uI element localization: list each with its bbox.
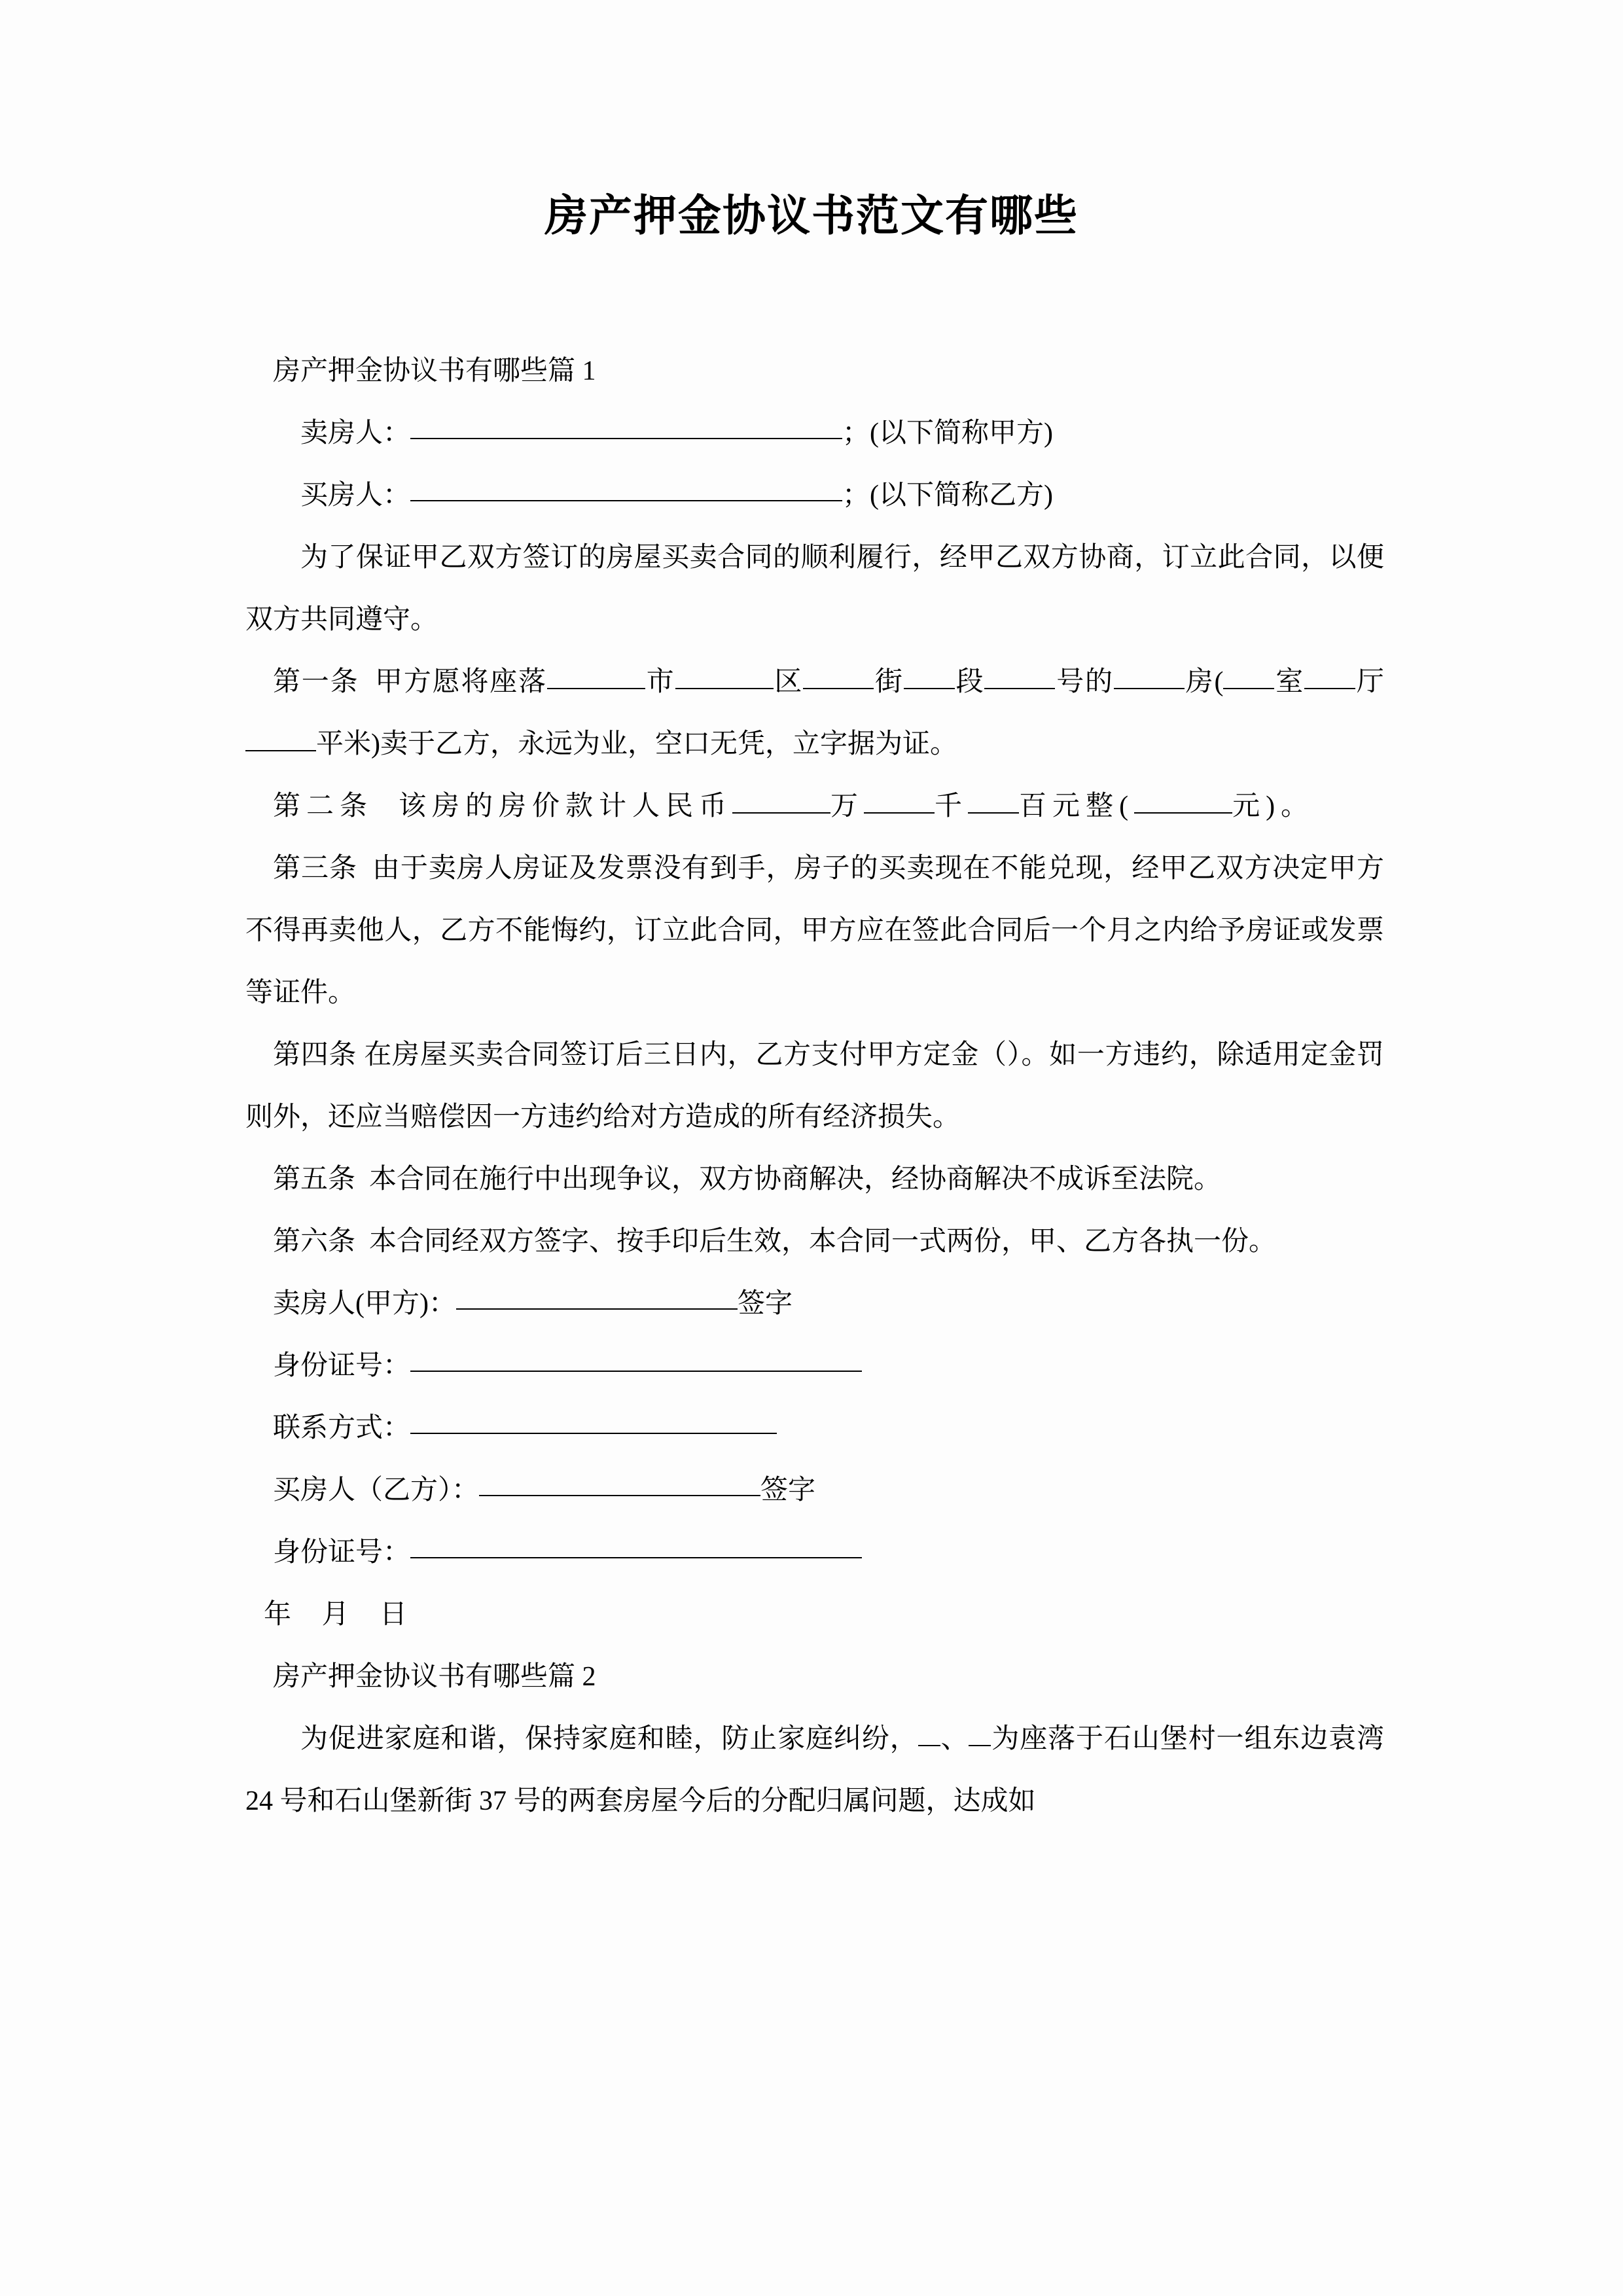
signature-buyer-suffix: 签字 [760, 1475, 816, 1505]
signature-buyer-id-line [245, 1522, 1384, 1584]
article-2-blank-wan[interactable] [732, 790, 830, 814]
article-1-text-d: 街 [874, 667, 904, 697]
article-1-text-b: 市 [645, 667, 675, 697]
signature-seller-phone-blank[interactable] [410, 1413, 777, 1434]
section-2-blank-2[interactable] [969, 1727, 991, 1746]
article-1-blank-area[interactable] [245, 728, 316, 751]
signature-seller-line [245, 1273, 1384, 1335]
article-1-blank-street[interactable] [803, 666, 874, 689]
article-1-blank-room[interactable] [1223, 666, 1274, 689]
section-2-text-c: 为座落于石山堡村一组东边袁湾 24 号和石山堡新街 37 号的两套房屋今后的分配归属问题，达成如 [245, 1724, 1391, 1816]
article-2-text-b: 万 [830, 791, 865, 821]
signature-seller-phone-line [245, 1397, 1384, 1460]
article-1-text-c: 区 [773, 667, 804, 697]
article-2-text-d: 百元整 [1019, 791, 1120, 821]
article-1-text-g: 房( [1184, 667, 1224, 697]
article-1-blank-city[interactable] [547, 666, 645, 689]
buyer-suffix: ；(以下简称乙方) [842, 480, 1053, 511]
page-title: 房产押金协议书范文有哪些 [544, 191, 1079, 240]
signature-seller-suffix: 签字 [737, 1289, 793, 1319]
article-3: 第三条 由于卖房人房证及发票没有到手，房子的买卖现在不能兑现，经甲乙双方决定甲方不得再卖他人，乙方不能悔约，订立此合同，甲方应在签此合同后一个月之内给予房证或发票等证件。 [245, 853, 1384, 1008]
signature-buyer-line [245, 1460, 1384, 1522]
preamble: 为了保证甲乙双方签订的房屋买卖合同的顺利履行，经甲乙双方协商，订立此合同，以便双方共同遵守。 [245, 543, 1384, 635]
seller-suffix: ；(以下简称甲方) [842, 418, 1053, 448]
article-1-text-a: 第一条 甲方愿将座落 [273, 667, 547, 697]
article-2-text-e: ( [1119, 791, 1135, 821]
section-heading-1: 房产押金协议书有哪些篇 1 [273, 356, 596, 386]
article-2-text-c: 千 [935, 791, 969, 821]
article-6: 第六条 本合同经双方签字、按手印后生效，本合同一式两份，甲、乙方各执一份。 [273, 1227, 1277, 1257]
article-2-blank-bai[interactable] [968, 790, 1019, 814]
article-1-blank-district[interactable] [675, 666, 774, 689]
signature-buyer-id-label: 身份证号： [273, 1537, 411, 1568]
article-1-blank-tail[interactable] [1114, 666, 1185, 689]
section-2-blank-1[interactable] [918, 1727, 940, 1746]
signature-buyer-blank[interactable] [479, 1475, 760, 1496]
signature-seller-id-blank[interactable] [410, 1351, 862, 1372]
date-line: 年 月 日 [264, 1600, 419, 1630]
article-2-text-f: 元)。 [1232, 791, 1315, 821]
signature-seller-label: 卖房人(甲方)： [273, 1289, 456, 1319]
article-1-text-h: 室 [1274, 667, 1305, 697]
signature-buyer-label: 买房人（乙方）： [273, 1475, 480, 1505]
signature-seller-phone-label: 联系方式： [273, 1413, 411, 1443]
buyer-label: 买房人： [300, 480, 411, 511]
buyer-line [245, 465, 1384, 527]
seller-label: 卖房人： [300, 418, 411, 448]
article-1-text-e: 段 [954, 667, 985, 697]
section-2-text-a: 为促进家庭和谐，保持家庭和睦，防止家庭纠纷， [300, 1724, 918, 1754]
article-1-text-j: 平米)卖于乙方，永远为业，空口无凭，立字据为证。 [316, 729, 957, 759]
article-2-text-a: 第二条 该房的房价款计人民币 [273, 791, 733, 821]
signature-seller-id-line [245, 1335, 1384, 1397]
seller-line [245, 403, 1384, 465]
buyer-blank[interactable] [410, 480, 842, 501]
article-4: 第四条 在房屋买卖合同签订后三日内，乙方支付甲方定金（）。如一方违约，除适用定金罚则外，还应当赔偿因一方违约给对方造成的所有经济损失。 [245, 1040, 1384, 1132]
article-1-text-i: 厅 [1355, 667, 1384, 697]
section-heading-2: 房产押金协议书有哪些篇 2 [273, 1662, 596, 1692]
article-1-text-f: 号的 [1055, 667, 1114, 697]
article-2 [245, 776, 1384, 838]
article-1-blank-hall[interactable] [1304, 666, 1355, 689]
article-1 [245, 651, 1384, 776]
document-body [245, 340, 1391, 1833]
section-2-paragraph [245, 1708, 1391, 1833]
signature-buyer-id-blank[interactable] [410, 1537, 862, 1558]
article-1-blank-no[interactable] [984, 666, 1055, 689]
article-2-blank-yuan[interactable] [1134, 790, 1232, 814]
seller-blank[interactable] [410, 418, 842, 439]
article-1-blank-seg[interactable] [904, 666, 955, 689]
section-2-text-b: 、 [940, 1724, 969, 1754]
signature-seller-id-label: 身份证号： [273, 1351, 411, 1381]
signature-seller-blank[interactable] [456, 1289, 738, 1310]
article-2-blank-qian[interactable] [864, 790, 935, 814]
article-5: 第五条 本合同在施行中出现争议，双方协商解决，经协商解决不成诉至法院。 [273, 1164, 1222, 1194]
